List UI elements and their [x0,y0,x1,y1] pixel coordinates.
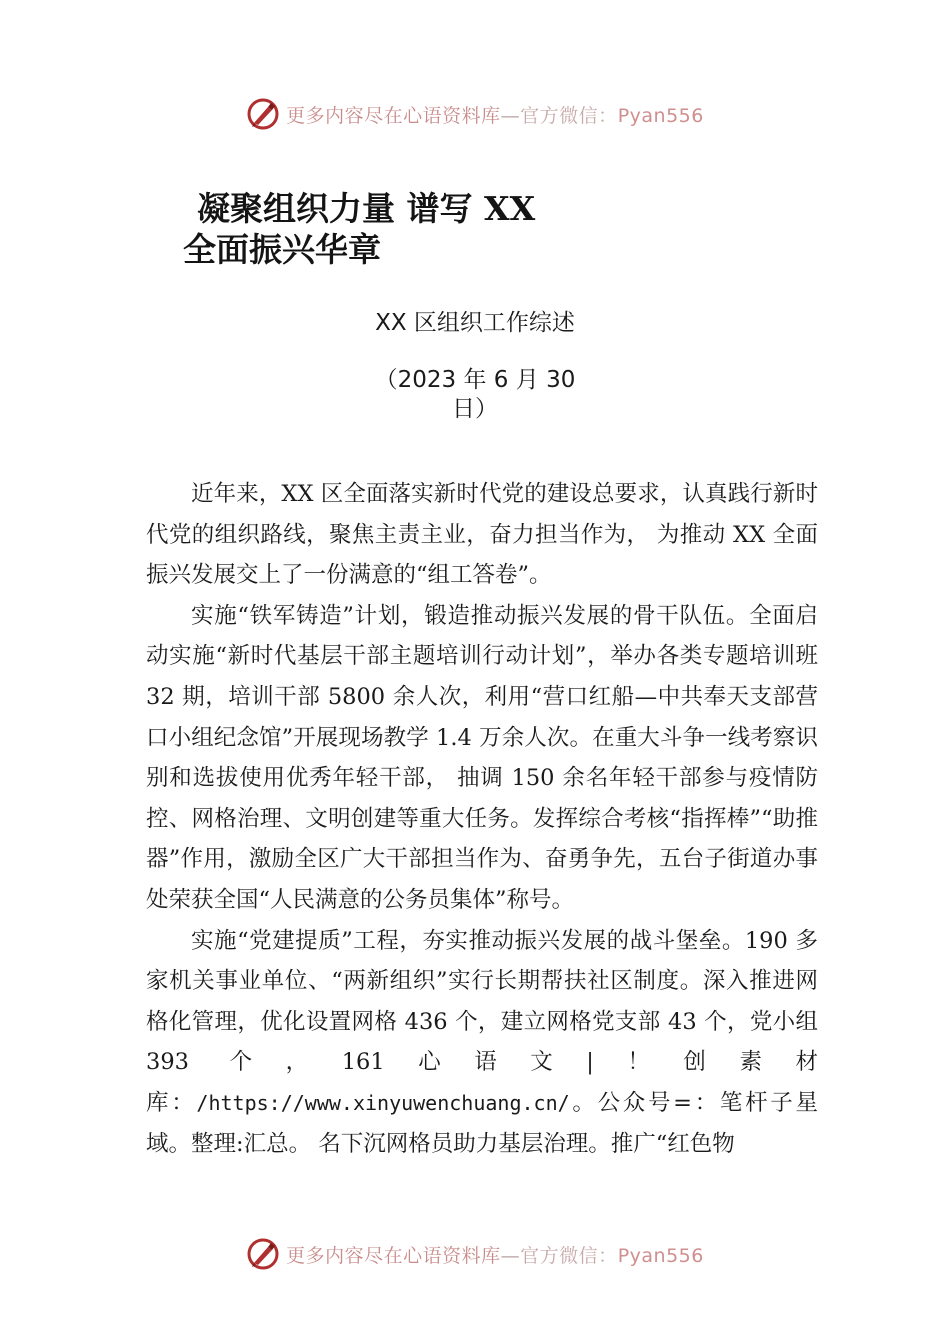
pen-circle-logo-icon [246,1237,280,1271]
header-watermark-banner [0,92,950,136]
banner-text: 更多内容尽在心语资料库—官方微信：Pyan556 [286,104,704,127]
document-date: （2023 年 6 月 30 日） [374,367,576,422]
document-subtitle: XX 区组织工作综述 [375,310,575,336]
watermark-url: /https://www.xinyuwenchuang.cn/ [196,1090,570,1115]
title-line-2: 全面振兴华章 [183,230,381,269]
paragraph-party-building-text: 实施“党建提质”工程，夯实推动振兴发展的战斗堡垒。190 多家机关事业单位、“两新组织”实行长期帮扶社区制度。深入推进网格化管理，优化设置网格 436 个，建立网格党支部 43 个，党小组 393 个，161 [146,927,818,1076]
watermark-inline-1: 心语文|！创素材库： [146,1049,818,1116]
watermark-inline-2: 。公众号=：笔杆子星域。整理:汇总。 [146,1089,818,1157]
paragraph-cadre-training: 实施“铁军铸造”计划，锻造推动振兴发展的骨干队伍。全面启动实施“新时代基层干部主题培训行动计划”，举办各类专题培训班 32 期，培训干部 5800 余人次，利用“营口红船—中共奉天支部营口小组纪念馆”开展现场教学 1.4 万余人次。在重大斗争一线考察识别和选拔使用优秀年轻干部， 抽调 150 余名年轻干部参与疫情防控、网格治理、文明创建等重大任务。发挥综合考核“指挥棒”“助推器”作用，激励全区广大干部担当作为、奋勇争先，五台子街道办事处荣获全国“人民满意的公务员集体”称号。 [146,602,818,913]
paragraph-party-building [146,921,818,1165]
document-body [146,474,818,1164]
banner-text: 更多内容尽在心语资料库—官方微信：Pyan556 [286,1244,704,1267]
paragraph-intro: 近年来，XX 区全面落实新时代党的建设总要求，认真践行新时代党的组织路线，聚焦主责主业，奋力担当作为， 为推动 XX 全面振兴发展交上了一份满意的“组工答卷”。 [146,481,818,589]
paragraph-party-building-tail: 名下沉网格员助力基层治理。推广“红色物 [311,1130,735,1157]
pen-circle-logo-icon [246,97,280,131]
title-line-1: 凝聚组织力量 谱写 XX [197,189,536,228]
footer-watermark-banner [0,1232,950,1276]
document-title [183,188,603,270]
